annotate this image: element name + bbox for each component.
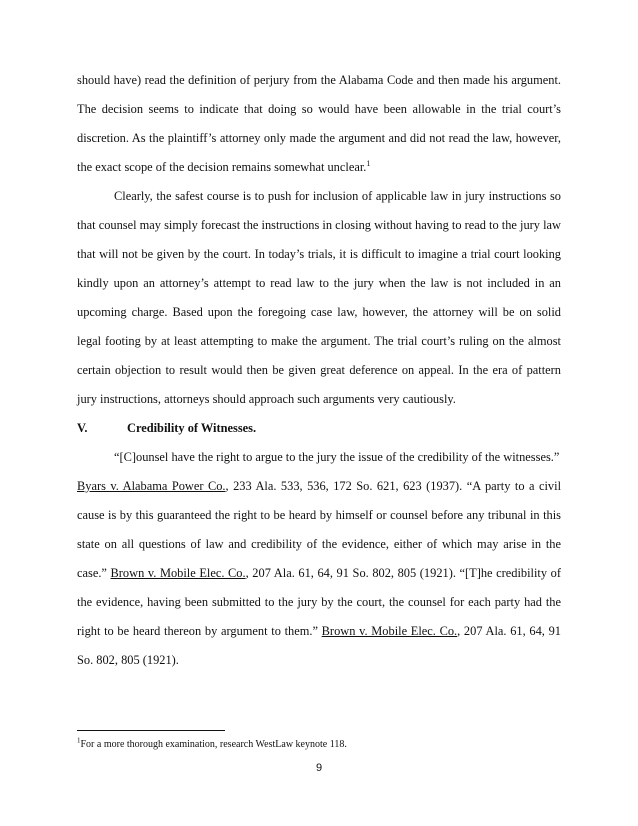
section-title: Credibility of Witnesses. [127, 421, 257, 435]
quote-text: “[T]he credibility of the evidence, having been submitted to the jury by the court, the counsel for each party had the right to be heard thereon by argument to them.” [77, 566, 561, 638]
case-citation-link[interactable]: Byars v. Alabama Power Co. [77, 479, 226, 493]
paragraph-text: Clearly, the safest course is to push for inclusion of applicable law in jury instructions so that counsel may simply forecast the instructions in closing without having to read to the jury law that will not be given by the court. In today’s trials, it is difficult to imagine a trial court looking kindly upon an attorney’s attempt to read law to the jury when the law is not included in an upcoming charge. Based upon the foregoing case law, however, the attorney will be on solid legal footing by at least attempting to make the argument. The trial court’s ruling on the almost certain objection to result would then be given great deference on appeal. In the era of pattern jury instructions, attorneys should approach such arguments very cautiously. [77, 189, 561, 406]
footnote-reference[interactable]: 1 [366, 158, 371, 168]
footnote [77, 738, 561, 752]
paragraph-text: should have) read the definition of perjury from the Alabama Code and then made his argument. The decision seems to indicate that doing so would have been allowable in the trial court’s discretion. As the plaintiff’s attorney only made the argument and did not read the law, however, the exact scope of the decision remains somewhat unclear. [77, 73, 561, 174]
case-citation-link[interactable]: Brown v. Mobile Elec. Co. [110, 566, 246, 580]
section-number: V. [77, 421, 88, 435]
footnote-marker: 1 [77, 736, 81, 745]
paragraph-jury-instructions [77, 182, 561, 414]
citation-reporter: , 207 Ala. 61, 64, 91 So. 802, 805 (1921). [77, 624, 561, 667]
paragraph-credibility [77, 443, 561, 675]
quote-text: “A party to a civil cause is by this guaranteed the right to be heard by himself or counsel before any tribunal in this state on all questions of law and credibility of the evidence, either of which may arise in the case.” [77, 479, 562, 580]
page-number: 9 [315, 762, 323, 774]
footnote-divider [77, 730, 225, 731]
footnote-text: For a more thorough examination, research WestLaw keynote 118. [80, 739, 347, 750]
citation-reporter: , 233 Ala. 533, 536, 172 So. 621, 623 (1937). [225, 479, 463, 493]
section-heading [77, 414, 561, 443]
quote-text: “[C]ounsel have the right to argue to the jury the issue of the credibility of the witnesses.” [114, 450, 560, 464]
citation-reporter: , 207 Ala. 61, 64, 91 So. 802, 805 (1921). [245, 566, 456, 580]
body-text [77, 66, 561, 675]
case-citation-link[interactable]: Brown v. Mobile Elec. Co. [321, 624, 458, 638]
paragraph-continued [77, 66, 561, 182]
